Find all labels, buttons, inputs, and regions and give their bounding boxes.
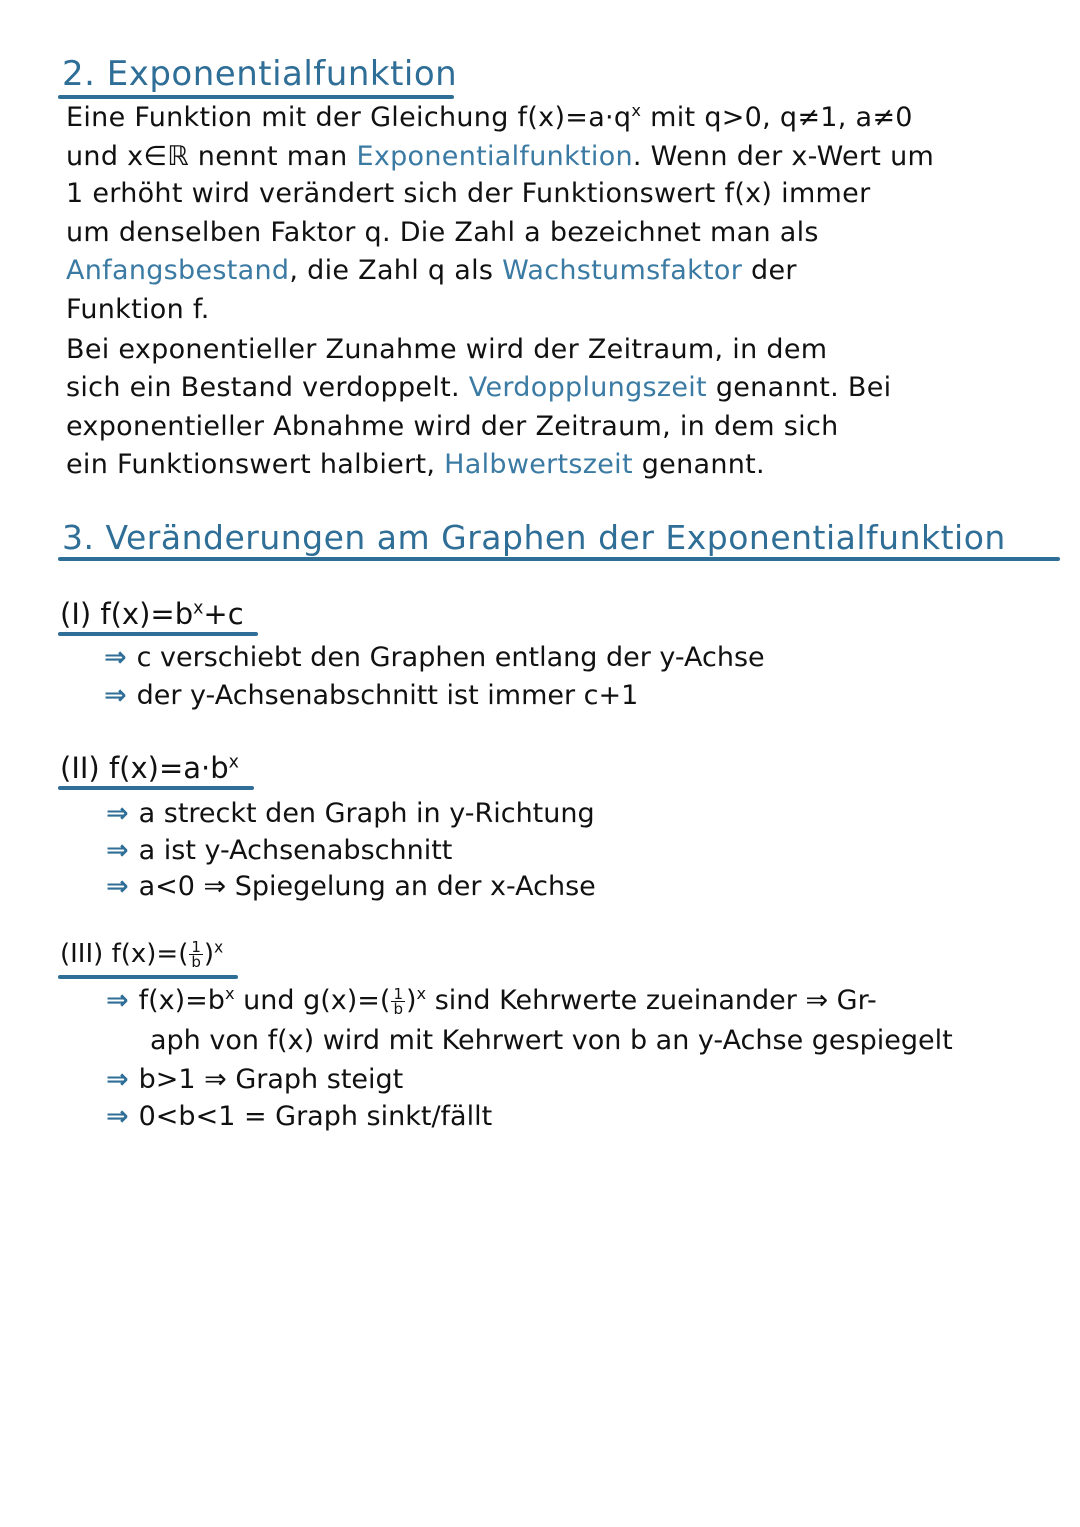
case-3-bullet-1-continued: aph von f(x) wird mit Kehrwert von b an y-Achse gespiegelt bbox=[150, 1025, 953, 1056]
case-2-bullet-3: ⇒ a<0 ⇒ Spiegelung an der x-Achse bbox=[106, 871, 596, 902]
case-3-bullet-1: ⇒ $f(x)=b^x$ und g(x)=( $\frac{1}{b}$ )$^x$ sind Kehrwerte zueinander ⇒ Gr- bbox=[106, 984, 877, 1018]
fraction: $\frac{1}{b}$ bbox=[191, 938, 201, 971]
arrow-icon: ⇒ bbox=[106, 798, 129, 829]
paragraph-1-line-4: um denselben Faktor q. Die Zahl a bezeichnet man als bbox=[66, 217, 819, 248]
arrow-icon: ⇒ bbox=[106, 1064, 129, 1095]
term-anfangsbestand: Anfangsbestand bbox=[66, 255, 290, 286]
paragraph-2-line-4: ein Funktionswert halbiert, Halbwertszeit genannt. bbox=[66, 449, 765, 480]
section-2-heading: 2. Exponentialfunktion bbox=[62, 54, 458, 94]
paragraph-2-line-2: sich ein Bestand verdoppelt. Verdopplungszeit genannt. Bei bbox=[66, 372, 892, 403]
case-3-bullet-3: ⇒ 0<b<1 = Graph sinkt/fällt bbox=[106, 1101, 493, 1132]
paragraph-1-line-1: Eine Funktion mit der Gleichung $f(x)=a\cdot q^x$ mit q>0, q≠1, a≠0 bbox=[66, 101, 913, 133]
term-exponentialfunktion: Exponentialfunktion bbox=[356, 141, 633, 172]
arrow-icon: ⇒ bbox=[106, 1101, 129, 1132]
case-1-bullet-1: ⇒ c verschiebt den Graphen entlang der y-Achse bbox=[104, 642, 765, 673]
section-2-heading-underline bbox=[58, 95, 454, 99]
case-2-underline bbox=[58, 786, 254, 790]
arrow-icon: ⇒ bbox=[104, 642, 127, 673]
paragraph-2-line-1: Bei exponentieller Zunahme wird der Zeitraum, in dem bbox=[66, 334, 828, 365]
case-3-bullet-2: ⇒ b>1 ⇒ Graph steigt bbox=[106, 1064, 404, 1095]
case-2-bullet-1: ⇒ a streckt den Graph in y-Richtung bbox=[106, 798, 595, 829]
term-halbwertszeit: Halbwertszeit bbox=[444, 449, 633, 480]
term-wachstumsfaktor: Wachstumsfaktor bbox=[502, 255, 743, 286]
case-1-underline bbox=[58, 632, 258, 636]
paragraph-1-line-3: 1 erhöht wird verändert sich der Funktionswert f(x) immer bbox=[66, 178, 871, 209]
arrow-icon: ⇒ bbox=[104, 680, 127, 711]
paragraph-1-line-5: Anfangsbestand, die Zahl q als Wachstumsfaktor der bbox=[66, 255, 797, 286]
arrow-icon: ⇒ bbox=[106, 985, 129, 1016]
paragraph-2-line-3: exponentieller Abnahme wird der Zeitraum, in dem sich bbox=[66, 411, 839, 442]
case-3-underline bbox=[58, 975, 238, 979]
paragraph-1-line-2: und x∈ℝ nennt man Exponentialfunktion. Wenn der x-Wert um bbox=[66, 141, 935, 172]
arrow-icon: ⇒ bbox=[106, 835, 129, 866]
paragraph-1-line-6: Funktion f. bbox=[66, 294, 210, 325]
case-1-formula: (I) $f(x)=b^x+c$ bbox=[60, 597, 244, 631]
case-2-formula: (II) $f(x)=a\cdot b^x$ bbox=[60, 751, 239, 785]
section-3-heading: 3. Veränderungen am Graphen der Exponentialfunktion bbox=[62, 518, 1006, 557]
fraction: $\frac{1}{b}$ bbox=[393, 985, 403, 1018]
arrow-icon: ⇒ bbox=[106, 871, 129, 902]
case-1-bullet-2: ⇒ der y-Achsenabschnitt ist immer c+1 bbox=[104, 680, 639, 711]
case-2-bullet-2: ⇒ a ist y-Achsenabschnitt bbox=[106, 835, 453, 866]
section-3-heading-underline bbox=[58, 557, 1060, 561]
term-verdopplungszeit: Verdopplungszeit bbox=[468, 372, 707, 403]
case-3-formula: (III) f(x)=( $\frac{1}{b}$ )$^x$ bbox=[60, 938, 224, 971]
